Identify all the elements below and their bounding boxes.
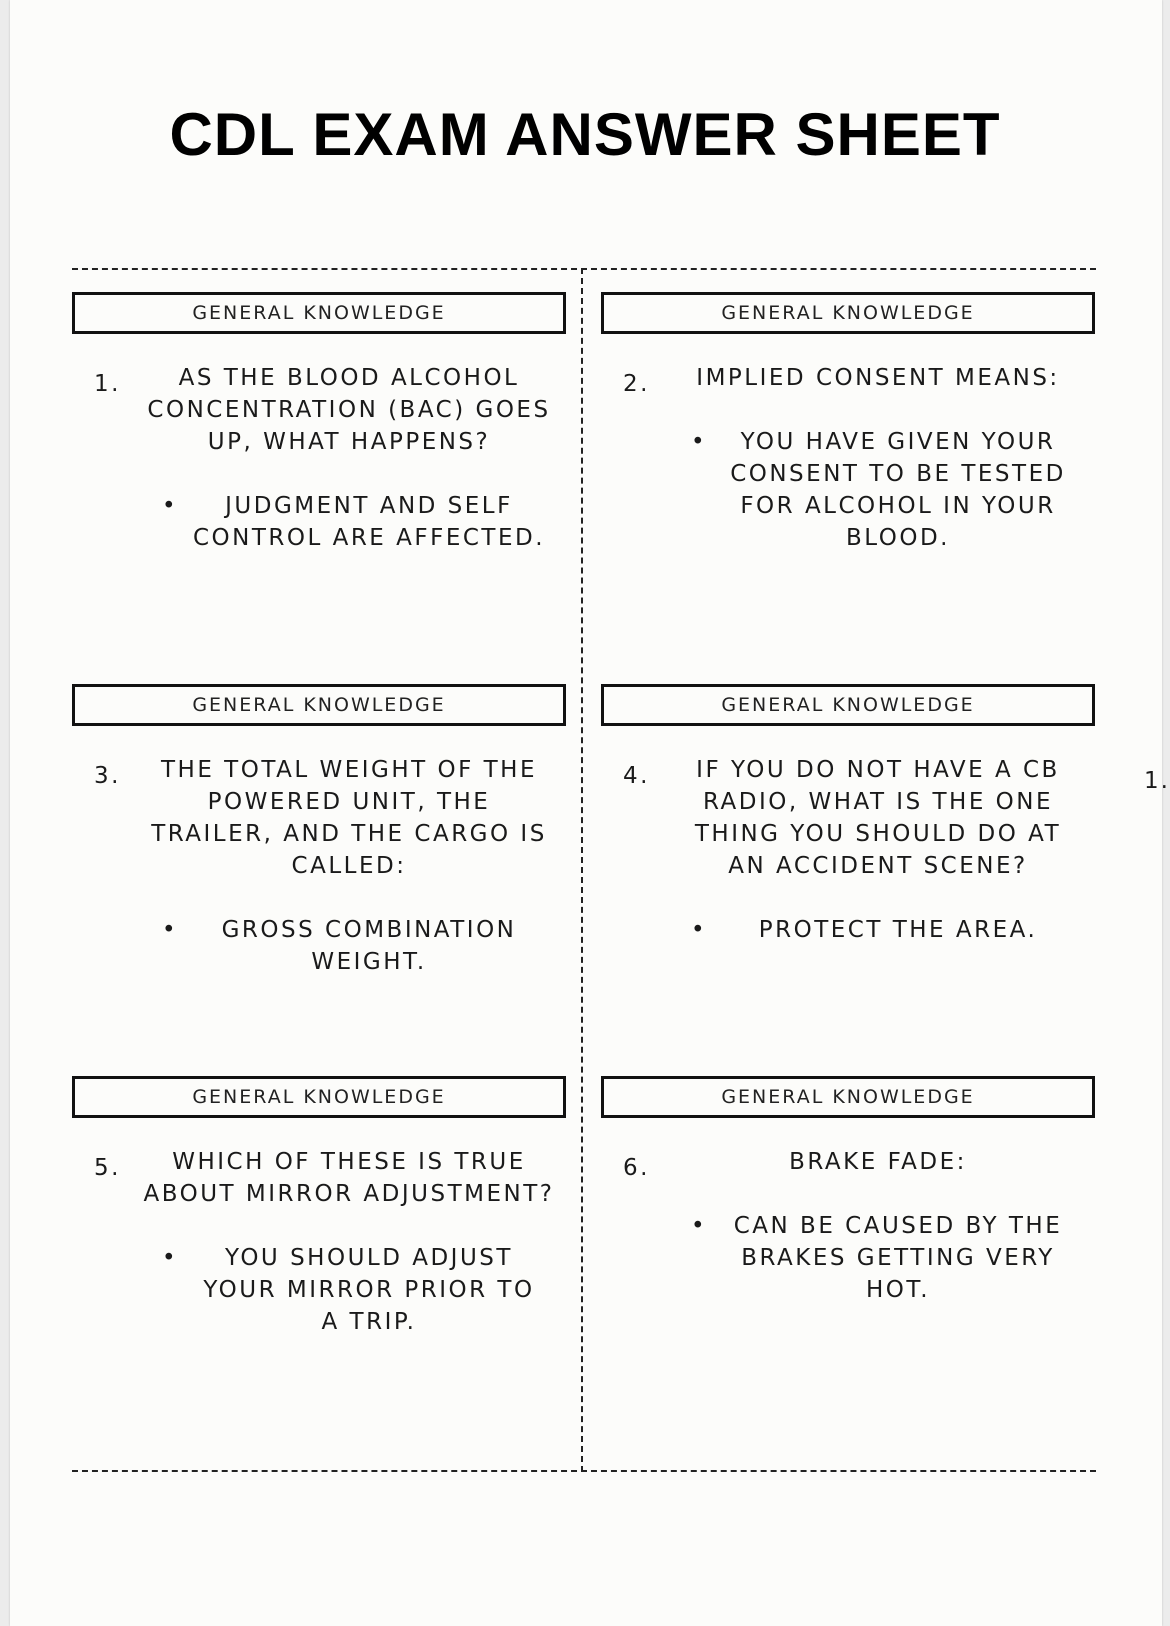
card-header: GENERAL KNOWLEDGE xyxy=(601,1076,1095,1118)
question-number: 6. xyxy=(623,1155,650,1181)
answer xyxy=(601,1210,1095,1306)
center-dashed-divider xyxy=(581,268,583,1472)
card-header: GENERAL KNOWLEDGE xyxy=(72,684,566,726)
bullet-icon: • xyxy=(162,917,179,943)
next-page-number-edge: 1. xyxy=(1144,768,1170,794)
question-card-5 xyxy=(72,1076,566,1338)
bullet-icon: • xyxy=(162,1245,179,1271)
question-text: BRAKE FADE: xyxy=(789,1149,967,1175)
answer-text: JUDGMENT AND SELF CONTROL ARE AFFECTED. xyxy=(192,493,546,551)
answer-text: CAN BE CAUSED BY THE BRAKES GETTING VERY HOT. xyxy=(733,1213,1063,1303)
question-number: 1. xyxy=(94,371,121,397)
question-card-1 xyxy=(72,292,566,554)
question xyxy=(601,754,1095,882)
question-number: 5. xyxy=(94,1155,121,1181)
bullet-icon: • xyxy=(691,917,708,943)
question-text: AS THE BLOOD ALCOHOL CONCENTRATION (BAC) GOES UP, WHAT HAPPENS? xyxy=(147,365,551,455)
bullet-icon: • xyxy=(691,429,708,455)
question xyxy=(601,1146,1095,1181)
card-header: GENERAL KNOWLEDGE xyxy=(72,1076,566,1118)
bullet-icon: • xyxy=(162,493,179,519)
question xyxy=(72,362,566,458)
question-text: IMPLIED CONSENT MEANS: xyxy=(696,365,1060,391)
answer xyxy=(72,914,566,978)
question-card-3 xyxy=(72,684,566,978)
question-card-4 xyxy=(601,684,1095,946)
bullet-icon: • xyxy=(691,1213,708,1239)
answer-text: YOU SHOULD ADJUST YOUR MIRROR PRIOR TO A TRIP. xyxy=(203,1245,535,1335)
question-number: 3. xyxy=(94,763,121,789)
question-number: 2. xyxy=(623,371,650,397)
question-number: 4. xyxy=(623,763,650,789)
answer-text: YOU HAVE GIVEN YOUR CONSENT TO BE TESTED FOR ALCOHOL IN YOUR BLOOD. xyxy=(730,429,1066,551)
bottom-dashed-divider xyxy=(72,1470,1096,1472)
answer xyxy=(72,490,566,554)
answer xyxy=(72,1242,566,1338)
question-text: IF YOU DO NOT HAVE A CB RADIO, WHAT IS THE ONE THING YOU SHOULD DO AT AN ACCIDENT SCENE? xyxy=(694,757,1062,879)
card-header: GENERAL KNOWLEDGE xyxy=(72,292,566,334)
answer-text: GROSS COMBINATION WEIGHT. xyxy=(221,917,517,975)
question-text: THE TOTAL WEIGHT OF THE POWERED UNIT, THE TRAILER, AND THE CARGO IS CALLED: xyxy=(151,757,547,879)
answer-text: PROTECT THE AREA. xyxy=(758,917,1038,943)
question-text: WHICH OF THESE IS TRUE ABOUT MIRROR ADJUSTMENT? xyxy=(143,1149,555,1207)
question xyxy=(72,754,566,882)
card-header: GENERAL KNOWLEDGE xyxy=(601,292,1095,334)
question-card-2 xyxy=(601,292,1095,554)
question xyxy=(601,362,1095,397)
card-header: GENERAL KNOWLEDGE xyxy=(601,684,1095,726)
answer xyxy=(601,426,1095,554)
top-dashed-divider xyxy=(72,268,1096,270)
question xyxy=(72,1146,566,1210)
answer xyxy=(601,914,1095,946)
question-card-6 xyxy=(601,1076,1095,1306)
page-title: CDL EXAM ANSWER SHEET xyxy=(169,101,1001,168)
